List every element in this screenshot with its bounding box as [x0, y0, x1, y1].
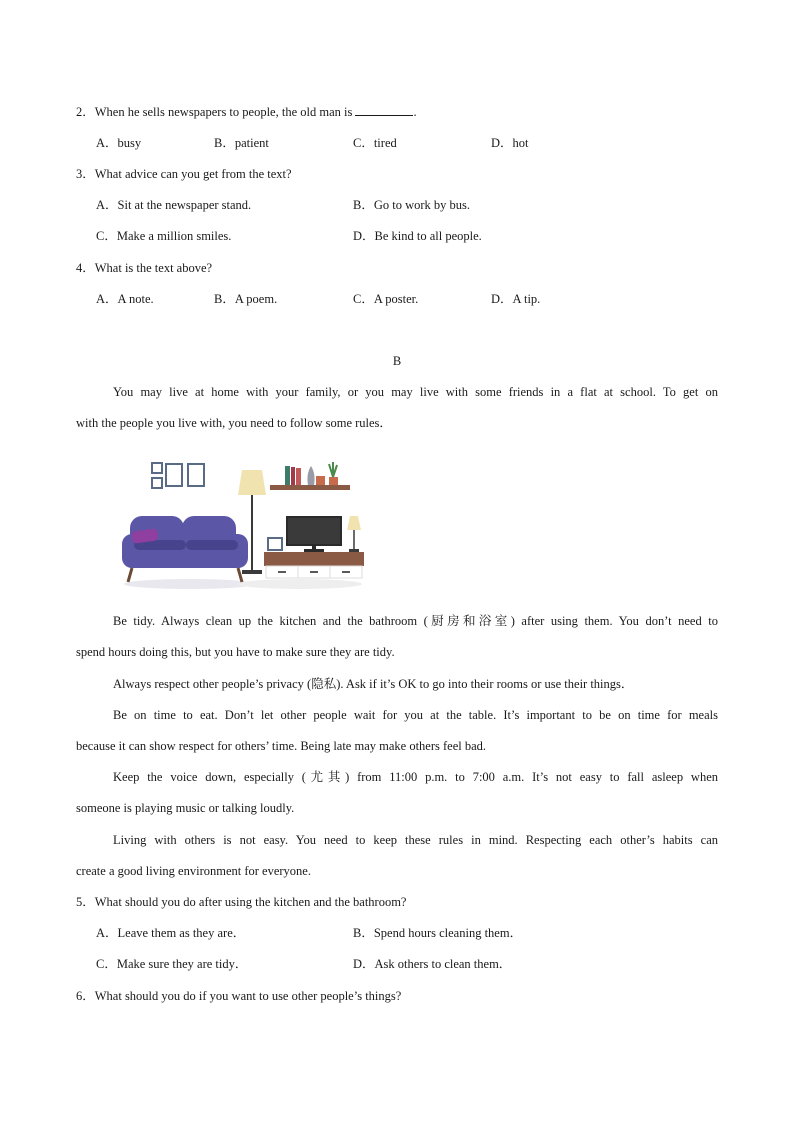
- q5-option-c[interactable]: C．Make sure they are tidy．: [96, 957, 248, 971]
- rule-on-time-paragraph: [76, 700, 718, 762]
- question-2-stem: 2．When he sells newspapers to people, the old man is .: [76, 105, 417, 119]
- question-3-stem: 3．What advice can you get from the text?: [76, 167, 292, 181]
- rule-privacy-line-1: Always respect other people’s privacy (隐私). Ask if it’s OK to go into their rooms or use their things．: [113, 677, 634, 691]
- conclusion-line-1: Living with others is not easy. You need to keep these rules in mind. Respecting each other’s habits can: [113, 833, 718, 847]
- rule-voice-line-1: Keep the voice down, especially (尤其) from 11:00 p.m. to 7:00 a.m. It’s not easy to fall asleep when: [113, 770, 718, 784]
- conclusion-paragraph: [76, 825, 718, 887]
- q3-option-d[interactable]: D．Be kind to all people.: [353, 229, 482, 243]
- intro-paragraph: [76, 377, 718, 439]
- rule-privacy-paragraph: [76, 669, 718, 700]
- tv-stand: [264, 552, 364, 578]
- wall-shelf: [270, 462, 350, 490]
- q4-option-a[interactable]: A．A note.: [96, 292, 154, 306]
- rule-tidy-line-2: spend hours doing this, but you have to make sure they are tidy.: [76, 645, 395, 659]
- q4-option-c[interactable]: C．A poster.: [353, 292, 419, 306]
- rule-on-time-line-2: because it can show respect for others’ time. Being late may make others feel bad.: [76, 739, 487, 753]
- q5-option-d[interactable]: D．Ask others to clean them．: [353, 957, 512, 971]
- q3-option-b[interactable]: B．Go to work by bus.: [353, 198, 471, 212]
- intro-line-1: You may live at home with your family, or you may live with some friends in a flat at school. To get on: [113, 385, 718, 399]
- picture-frames: [152, 463, 204, 488]
- q2-option-b[interactable]: B．patient: [214, 136, 269, 150]
- q5-option-a[interactable]: A．Leave them as they are．: [96, 926, 246, 940]
- q4-option-b[interactable]: B．A poem.: [214, 292, 278, 306]
- q2-option-c[interactable]: C．tired: [353, 136, 397, 150]
- q4-option-d[interactable]: D．A tip.: [491, 292, 541, 306]
- q3-option-a[interactable]: A．Sit at the newspaper stand.: [96, 198, 252, 212]
- answer-blank[interactable]: [355, 104, 413, 116]
- rule-voice-paragraph: [76, 762, 718, 824]
- q3-option-c[interactable]: C．Make a million smiles.: [96, 229, 232, 243]
- rule-voice-line-2: someone is playing music or talking loudly.: [76, 801, 295, 815]
- question-4-stem: 4．What is the text above?: [76, 261, 213, 275]
- q2-option-a[interactable]: A．busy: [96, 136, 142, 150]
- section-b-title: B: [392, 354, 402, 368]
- living-room-illustration: [120, 450, 370, 596]
- question-6-stem: 6．What should you do if you want to use other people’s things?: [76, 989, 402, 1003]
- table-lamp: [347, 516, 361, 552]
- q5-option-b[interactable]: B．Spend hours cleaning them．: [353, 926, 523, 940]
- question-5-stem: 5．What should you do after using the kitchen and the bathroom?: [76, 895, 407, 909]
- tv: [286, 516, 342, 552]
- q2-option-d[interactable]: D．hot: [491, 136, 529, 150]
- conclusion-line-2: create a good living environment for everyone.: [76, 864, 311, 878]
- intro-line-2: with the people you live with, you need to follow some rules．: [76, 416, 392, 430]
- rule-on-time-line-1: Be on time to eat. Don’t let other people wait for you at the table. It’s important to be on time for meals: [113, 708, 718, 722]
- rule-tidy-line-1: Be tidy. Always clean up the kitchen and the bathroom (厨房和浴室) after using them. You don’t need to: [113, 614, 718, 628]
- rule-tidy-paragraph: [76, 606, 718, 668]
- photo-frame: [268, 538, 282, 550]
- sofa: [122, 516, 248, 582]
